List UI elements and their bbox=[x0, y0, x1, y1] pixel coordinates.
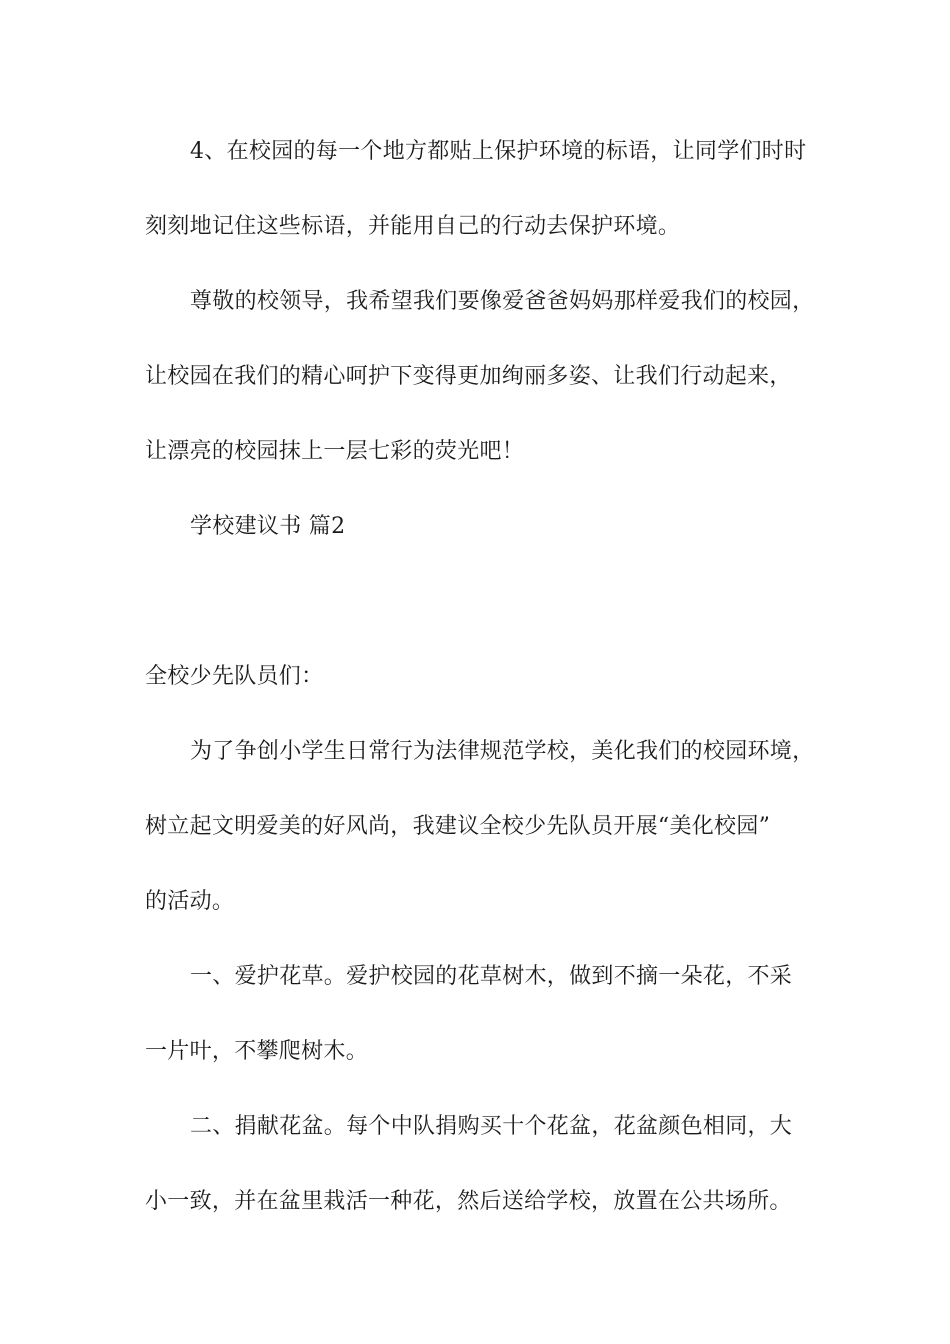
paragraph-line: 树立起文明爱美的好风尚，我建议全校少先队员开展“美化校园” bbox=[145, 814, 771, 839]
paragraph-line: 一、爱护花草。爱护校园的花草树木，做到不摘一朵花，不采 bbox=[190, 964, 793, 989]
paragraph-line: 尊敬的校领导，我希望我们要像爱爸爸妈妈那样爱我们的校园， bbox=[190, 289, 815, 314]
paragraph-line: 让校园在我们的精心呵护下变得更加绚丽多姿、让我们行动起来， bbox=[145, 364, 792, 389]
salutation: 全校少先队员们： bbox=[145, 664, 324, 689]
paragraph-line: 让漂亮的校园抹上一层七彩的荧光吧！ bbox=[145, 439, 525, 464]
paragraph-line: 4、在校园的每一个地方都贴上保护环境的标语，让同学们时时 bbox=[190, 139, 807, 164]
paragraph-line: 一片叶，不攀爬树木。 bbox=[145, 1039, 369, 1064]
paragraph-line: 二、捐献花盆。每个中队捐购买十个花盆，花盆颜色相同，大 bbox=[190, 1114, 793, 1139]
paragraph-line: 刻刻地记住这些标语，并能用自己的行动去保护环境。 bbox=[145, 214, 681, 239]
section-heading: 学校建议书 篇2 bbox=[190, 514, 346, 539]
paragraph-line: 小一致，并在盆里栽活一种花，然后送给学校，放置在公共场所。 bbox=[145, 1189, 792, 1214]
paragraph-line: 为了争创小学生日常行为法律规范学校，美化我们的校园环境， bbox=[190, 739, 815, 764]
paragraph-line: 的活动。 bbox=[145, 889, 235, 914]
